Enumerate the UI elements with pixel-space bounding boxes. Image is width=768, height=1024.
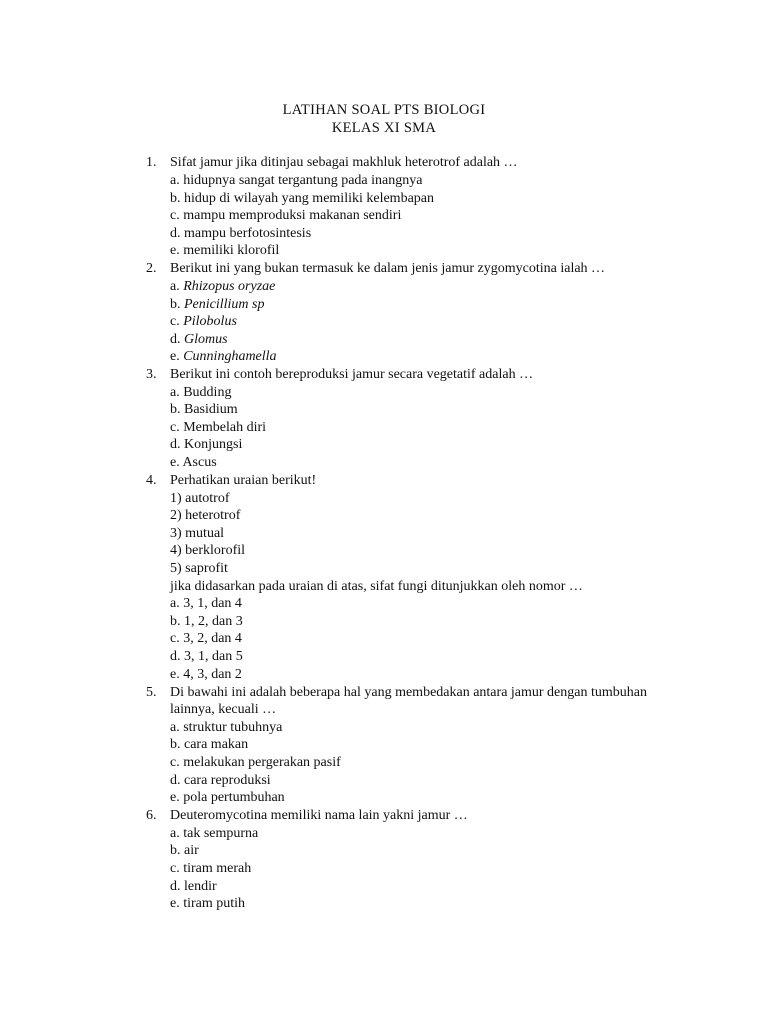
question-number: 6. [146, 808, 157, 823]
list-item-2: 2) heterotrof [170, 508, 241, 523]
question-number: 1. [146, 155, 157, 170]
option-a: a. Budding [170, 385, 232, 400]
question-stem: Perhatikan uraian berikut! [170, 473, 317, 488]
option-d: d. Konjungsi [170, 437, 243, 452]
option-b: b. 1, 2, dan 3 [170, 614, 243, 629]
option-letter: b. [170, 297, 181, 312]
question-stem-line-2: lainnya, kecuali … [170, 702, 277, 717]
option-e: e. 4, 3, dan 2 [170, 667, 242, 682]
document-title: LATIHAN SOAL PTS BIOLOGI [282, 102, 486, 118]
option-c: c. melakukan pergerakan pasif [170, 755, 341, 770]
option-e: e. pola pertumbuhan [170, 790, 285, 805]
option-d [170, 332, 228, 348]
option-c: c. mampu memproduksi makanan sendiri [170, 208, 402, 223]
option-b: b. cara makan [170, 737, 249, 752]
question-stem: Deuteromycotina memiliki nama lain yakni jamur … [170, 808, 468, 823]
option-e: e. Ascus [170, 455, 217, 470]
option-c: c. 3, 2, dan 4 [170, 631, 242, 646]
question-stem: Berikut ini yang bukan termasuk ke dalam jenis jamur zygomycotina ialah … [170, 261, 606, 276]
option-b [170, 297, 265, 313]
option-a: a. 3, 1, dan 4 [170, 596, 242, 611]
option-a [170, 279, 275, 295]
option-text: Cunninghamella [183, 349, 277, 364]
list-item-3: 3) mutual [170, 526, 225, 541]
option-text: Rhizopus oryzae [183, 279, 276, 294]
document-subtitle: KELAS XI SMA [331, 120, 437, 136]
option-a: a. tak sempurna [170, 826, 259, 841]
option-letter: e. [170, 349, 180, 364]
option-b: b. Basidium [170, 402, 238, 417]
option-a: a. struktur tubuhnya [170, 720, 283, 735]
option-c [170, 314, 237, 330]
option-b: b. air [170, 843, 199, 858]
question-number: 4. [146, 473, 157, 488]
option-text: Penicillium sp [184, 297, 265, 312]
option-c: c. Membelah diri [170, 420, 267, 435]
option-d: d. mampu berfotosintesis [170, 226, 312, 241]
list-item-1: 1) autotrof [170, 491, 230, 506]
option-b: b. hidup di wilayah yang memiliki kelembapan [170, 191, 434, 206]
option-d: d. lendir [170, 879, 217, 894]
list-item-5: 5) saprofit [170, 561, 228, 576]
question-stem: Berikut ini contoh bereproduksi jamur secara vegetatif adalah … [170, 367, 534, 382]
question-stem: Di bawahi ini adalah beberapa hal yang membedakan antara jamur dengan tumbuhan [170, 685, 647, 700]
option-c: c. tiram merah [170, 861, 252, 876]
question-stem: Sifat jamur jika ditinjau sebagai makhluk heterotrof adalah … [170, 155, 518, 170]
question-number: 3. [146, 367, 157, 382]
option-e: e. memiliki klorofil [170, 243, 280, 258]
option-letter: c. [170, 314, 180, 329]
question-number: 5. [146, 685, 157, 700]
list-item-4: 4) berklorofil [170, 543, 246, 558]
option-a: a. hidupnya sangat tergantung pada inangnya [170, 173, 423, 188]
option-e: e. tiram putih [170, 896, 246, 911]
option-text: Pilobolus [183, 314, 237, 329]
option-e [170, 349, 277, 365]
option-d: d. 3, 1, dan 5 [170, 649, 243, 664]
option-text: Glomus [184, 332, 228, 347]
option-letter: a. [170, 279, 180, 294]
question-number: 2. [146, 261, 157, 276]
question-stem-continued: jika didasarkan pada uraian di atas, sifat fungi ditunjukkan oleh nomor … [170, 579, 583, 594]
option-d: d. cara reproduksi [170, 773, 271, 788]
option-letter: d. [170, 332, 181, 347]
